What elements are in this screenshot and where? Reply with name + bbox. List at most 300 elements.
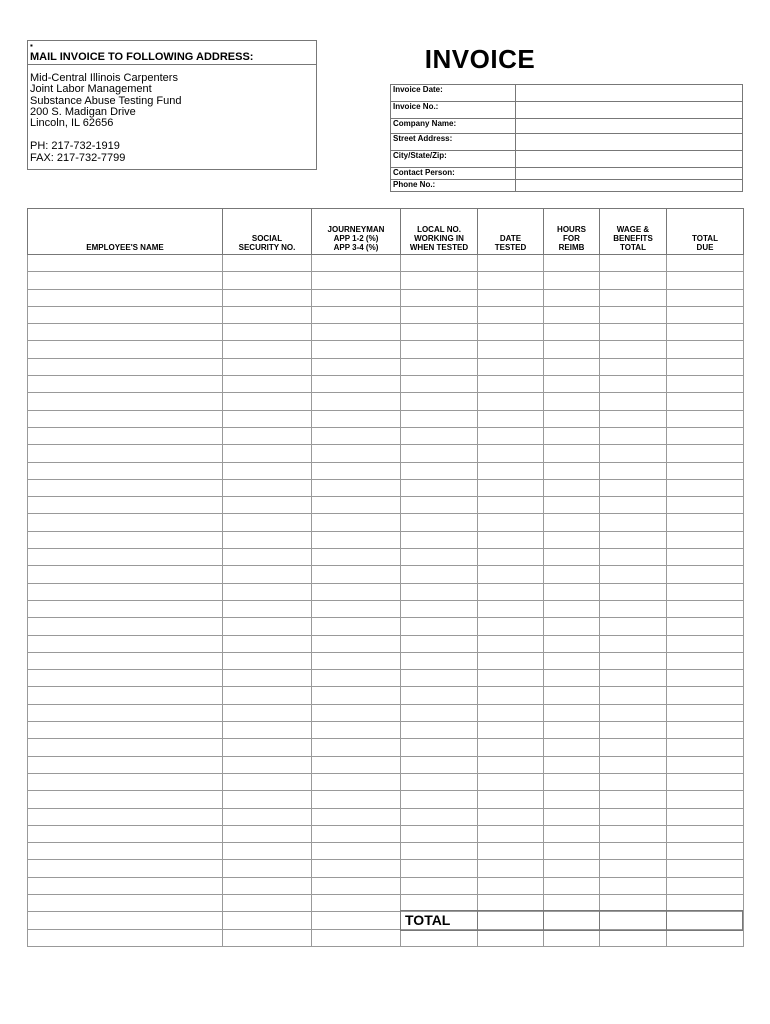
local-no-cell[interactable] (401, 756, 478, 773)
local-no-cell[interactable] (401, 255, 478, 272)
ssn-cell[interactable] (223, 497, 312, 514)
wage-cell[interactable] (600, 687, 667, 704)
date-tested-cell[interactable] (478, 652, 544, 669)
date-tested-cell[interactable] (478, 791, 544, 808)
total-due-cell[interactable] (667, 791, 744, 808)
employee-name-cell[interactable] (28, 514, 223, 531)
journeyman-cell[interactable] (312, 479, 401, 496)
total-due-cell[interactable] (667, 670, 744, 687)
ssn-cell[interactable] (223, 306, 312, 323)
total-due-cell[interactable] (667, 808, 744, 825)
employee-name-cell[interactable] (28, 739, 223, 756)
wage-cell[interactable] (600, 566, 667, 583)
local-no-cell[interactable] (401, 670, 478, 687)
ssn-cell[interactable] (223, 808, 312, 825)
hours-cell[interactable] (544, 427, 600, 444)
local-no-cell[interactable] (401, 652, 478, 669)
hours-cell[interactable] (544, 514, 600, 531)
wage-cell[interactable] (600, 670, 667, 687)
wage-cell[interactable] (600, 289, 667, 306)
date-tested-cell[interactable] (478, 877, 544, 894)
wage-cell[interactable] (600, 341, 667, 358)
journeyman-cell[interactable] (312, 635, 401, 652)
total-due-cell[interactable] (667, 687, 744, 704)
hours-cell[interactable] (544, 773, 600, 790)
local-no-cell[interactable] (401, 722, 478, 739)
hours-cell[interactable] (544, 393, 600, 410)
journeyman-cell[interactable] (312, 514, 401, 531)
journeyman-cell[interactable] (312, 912, 401, 929)
journeyman-cell[interactable] (312, 255, 401, 272)
wage-cell[interactable] (600, 479, 667, 496)
total-due-cell[interactable] (667, 479, 744, 496)
journeyman-cell[interactable] (312, 410, 401, 427)
wage-cell[interactable] (600, 583, 667, 600)
local-no-cell[interactable] (401, 566, 478, 583)
date-tested-cell[interactable] (478, 410, 544, 427)
local-no-cell[interactable] (401, 687, 478, 704)
ssn-cell[interactable] (223, 912, 312, 929)
employee-name-cell[interactable] (28, 358, 223, 375)
wage-cell[interactable] (600, 773, 667, 790)
date-tested-cell[interactable] (478, 843, 544, 860)
employee-name-cell[interactable] (28, 479, 223, 496)
total-due-cell[interactable] (667, 756, 744, 773)
ssn-cell[interactable] (223, 583, 312, 600)
journeyman-cell[interactable] (312, 427, 401, 444)
date-tested-cell[interactable] (478, 600, 544, 617)
local-no-cell[interactable] (401, 445, 478, 462)
ssn-cell[interactable] (223, 877, 312, 894)
date-tested-cell[interactable] (478, 722, 544, 739)
wage-cell[interactable] (600, 255, 667, 272)
wage-cell[interactable] (600, 514, 667, 531)
local-no-cell[interactable] (401, 773, 478, 790)
ssn-cell[interactable] (223, 410, 312, 427)
journeyman-cell[interactable] (312, 445, 401, 462)
ssn-cell[interactable] (223, 393, 312, 410)
hours-cell[interactable] (544, 358, 600, 375)
local-no-cell[interactable] (401, 739, 478, 756)
hours-cell[interactable] (544, 652, 600, 669)
date-tested-cell[interactable] (478, 739, 544, 756)
journeyman-cell[interactable] (312, 462, 401, 479)
employee-name-cell[interactable] (28, 618, 223, 635)
wage-cell[interactable] (600, 410, 667, 427)
total-due-cell[interactable] (667, 825, 744, 842)
local-no-cell[interactable] (401, 376, 478, 393)
journeyman-cell[interactable] (312, 687, 401, 704)
employee-name-cell[interactable] (28, 600, 223, 617)
date-tested-cell[interactable] (478, 376, 544, 393)
ssn-cell[interactable] (223, 894, 312, 911)
employee-name-cell[interactable] (28, 773, 223, 790)
ssn-cell[interactable] (223, 531, 312, 548)
wage-cell[interactable] (600, 272, 667, 289)
total-due-cell[interactable] (667, 289, 744, 306)
total-due-cell[interactable] (667, 341, 744, 358)
employee-name-cell[interactable] (28, 670, 223, 687)
wage-cell[interactable] (600, 843, 667, 860)
wage-cell[interactable] (600, 393, 667, 410)
ssn-cell[interactable] (223, 687, 312, 704)
ssn-cell[interactable] (223, 341, 312, 358)
hours-cell[interactable] (544, 531, 600, 548)
hours-cell[interactable] (544, 635, 600, 652)
local-no-cell[interactable] (401, 600, 478, 617)
employee-name-cell[interactable] (28, 410, 223, 427)
date-tested-cell[interactable] (478, 618, 544, 635)
employee-name-cell[interactable] (28, 531, 223, 548)
total-due-cell[interactable] (667, 497, 744, 514)
journeyman-cell[interactable] (312, 600, 401, 617)
hours-cell[interactable] (544, 462, 600, 479)
total-due-cell[interactable] (667, 566, 744, 583)
wage-cell[interactable] (600, 600, 667, 617)
wage-cell[interactable] (600, 877, 667, 894)
ssn-cell[interactable] (223, 791, 312, 808)
journeyman-cell[interactable] (312, 791, 401, 808)
employee-name-cell[interactable] (28, 652, 223, 669)
ssn-cell[interactable] (223, 255, 312, 272)
date-tested-cell[interactable] (478, 462, 544, 479)
total-wage-cell[interactable] (599, 910, 667, 931)
employee-name-cell[interactable] (28, 376, 223, 393)
ssn-cell[interactable] (223, 929, 312, 946)
employee-name-cell[interactable] (28, 843, 223, 860)
date-tested-cell[interactable] (478, 549, 544, 566)
hours-cell[interactable] (544, 376, 600, 393)
local-no-cell[interactable] (401, 704, 478, 721)
ssn-cell[interactable] (223, 756, 312, 773)
ssn-cell[interactable] (223, 462, 312, 479)
employee-name-cell[interactable] (28, 912, 223, 929)
date-tested-cell[interactable] (478, 929, 544, 946)
date-tested-cell[interactable] (478, 255, 544, 272)
employee-name-cell[interactable] (28, 635, 223, 652)
employee-name-cell[interactable] (28, 255, 223, 272)
total-due-cell[interactable] (667, 877, 744, 894)
date-tested-cell[interactable] (478, 497, 544, 514)
employee-name-cell[interactable] (28, 445, 223, 462)
local-no-cell[interactable] (401, 341, 478, 358)
employee-name-cell[interactable] (28, 341, 223, 358)
total-due-cell[interactable] (667, 773, 744, 790)
wage-cell[interactable] (600, 929, 667, 946)
total-due-cell[interactable] (667, 635, 744, 652)
wage-cell[interactable] (600, 791, 667, 808)
local-no-cell[interactable] (401, 497, 478, 514)
ssn-cell[interactable] (223, 427, 312, 444)
hours-cell[interactable] (544, 410, 600, 427)
journeyman-cell[interactable] (312, 929, 401, 946)
ssn-cell[interactable] (223, 324, 312, 341)
date-tested-cell[interactable] (478, 860, 544, 877)
wage-cell[interactable] (600, 618, 667, 635)
date-tested-cell[interactable] (478, 635, 544, 652)
hours-cell[interactable] (544, 497, 600, 514)
ssn-cell[interactable] (223, 358, 312, 375)
ssn-cell[interactable] (223, 272, 312, 289)
local-no-cell[interactable] (401, 808, 478, 825)
hours-cell[interactable] (544, 341, 600, 358)
local-no-cell[interactable] (401, 549, 478, 566)
city-state-zip-field[interactable] (516, 151, 743, 168)
total-due-cell[interactable] (667, 929, 744, 946)
date-tested-cell[interactable] (478, 687, 544, 704)
hours-cell[interactable] (544, 289, 600, 306)
ssn-cell[interactable] (223, 652, 312, 669)
employee-name-cell[interactable] (28, 687, 223, 704)
ssn-cell[interactable] (223, 773, 312, 790)
total-due-cell[interactable] (667, 358, 744, 375)
total-due-cell[interactable] (667, 410, 744, 427)
hours-cell[interactable] (544, 860, 600, 877)
total-due-cell[interactable] (667, 583, 744, 600)
ssn-cell[interactable] (223, 704, 312, 721)
total-due-cell[interactable] (667, 704, 744, 721)
journeyman-cell[interactable] (312, 670, 401, 687)
invoice-number-field[interactable] (516, 102, 743, 119)
wage-cell[interactable] (600, 704, 667, 721)
journeyman-cell[interactable] (312, 652, 401, 669)
total-due-cell[interactable] (667, 324, 744, 341)
ssn-cell[interactable] (223, 445, 312, 462)
contact-person-field[interactable] (516, 168, 743, 180)
ssn-cell[interactable] (223, 860, 312, 877)
total-due-cell[interactable] (667, 445, 744, 462)
local-no-cell[interactable] (401, 306, 478, 323)
ssn-cell[interactable] (223, 549, 312, 566)
ssn-cell[interactable] (223, 514, 312, 531)
hours-cell[interactable] (544, 479, 600, 496)
ssn-cell[interactable] (223, 376, 312, 393)
date-tested-cell[interactable] (478, 358, 544, 375)
journeyman-cell[interactable] (312, 739, 401, 756)
local-no-cell[interactable] (401, 324, 478, 341)
total-due-cell[interactable] (667, 306, 744, 323)
employee-name-cell[interactable] (28, 549, 223, 566)
total-due-cell[interactable] (667, 739, 744, 756)
grand-total-cell[interactable] (666, 910, 743, 931)
company-name-field[interactable] (516, 119, 743, 134)
hours-cell[interactable] (544, 445, 600, 462)
hours-cell[interactable] (544, 324, 600, 341)
ssn-cell[interactable] (223, 635, 312, 652)
ssn-cell[interactable] (223, 600, 312, 617)
employee-name-cell[interactable] (28, 272, 223, 289)
total-due-cell[interactable] (667, 376, 744, 393)
wage-cell[interactable] (600, 531, 667, 548)
employee-name-cell[interactable] (28, 756, 223, 773)
wage-cell[interactable] (600, 497, 667, 514)
hours-cell[interactable] (544, 272, 600, 289)
journeyman-cell[interactable] (312, 704, 401, 721)
journeyman-cell[interactable] (312, 341, 401, 358)
journeyman-cell[interactable] (312, 376, 401, 393)
date-tested-cell[interactable] (478, 479, 544, 496)
journeyman-cell[interactable] (312, 324, 401, 341)
journeyman-cell[interactable] (312, 860, 401, 877)
wage-cell[interactable] (600, 427, 667, 444)
hours-cell[interactable] (544, 670, 600, 687)
journeyman-cell[interactable] (312, 393, 401, 410)
local-no-cell[interactable] (401, 479, 478, 496)
local-no-cell[interactable] (401, 358, 478, 375)
journeyman-cell[interactable] (312, 289, 401, 306)
date-tested-cell[interactable] (478, 272, 544, 289)
wage-cell[interactable] (600, 808, 667, 825)
date-tested-cell[interactable] (478, 427, 544, 444)
wage-cell[interactable] (600, 722, 667, 739)
journeyman-cell[interactable] (312, 497, 401, 514)
local-no-cell[interactable] (401, 791, 478, 808)
phone-number-field[interactable] (516, 180, 743, 192)
employee-name-cell[interactable] (28, 306, 223, 323)
hours-cell[interactable] (544, 583, 600, 600)
local-no-cell[interactable] (401, 618, 478, 635)
hours-cell[interactable] (544, 739, 600, 756)
employee-name-cell[interactable] (28, 566, 223, 583)
ssn-cell[interactable] (223, 825, 312, 842)
hours-cell[interactable] (544, 255, 600, 272)
local-no-cell[interactable] (401, 410, 478, 427)
employee-name-cell[interactable] (28, 877, 223, 894)
employee-name-cell[interactable] (28, 497, 223, 514)
journeyman-cell[interactable] (312, 306, 401, 323)
journeyman-cell[interactable] (312, 894, 401, 911)
journeyman-cell[interactable] (312, 808, 401, 825)
hours-cell[interactable] (544, 687, 600, 704)
date-tested-cell[interactable] (478, 583, 544, 600)
total-due-cell[interactable] (667, 549, 744, 566)
date-tested-cell[interactable] (478, 341, 544, 358)
local-no-cell[interactable] (401, 843, 478, 860)
total-date-cell[interactable] (477, 910, 544, 931)
total-hours-cell[interactable] (543, 910, 600, 931)
total-due-cell[interactable] (667, 514, 744, 531)
wage-cell[interactable] (600, 825, 667, 842)
journeyman-cell[interactable] (312, 583, 401, 600)
local-no-cell[interactable] (401, 393, 478, 410)
employee-name-cell[interactable] (28, 427, 223, 444)
wage-cell[interactable] (600, 358, 667, 375)
date-tested-cell[interactable] (478, 289, 544, 306)
journeyman-cell[interactable] (312, 773, 401, 790)
wage-cell[interactable] (600, 462, 667, 479)
total-due-cell[interactable] (667, 618, 744, 635)
total-due-cell[interactable] (667, 843, 744, 860)
ssn-cell[interactable] (223, 670, 312, 687)
hours-cell[interactable] (544, 791, 600, 808)
employee-name-cell[interactable] (28, 894, 223, 911)
local-no-cell[interactable] (401, 531, 478, 548)
total-due-cell[interactable] (667, 722, 744, 739)
total-due-cell[interactable] (667, 860, 744, 877)
date-tested-cell[interactable] (478, 531, 544, 548)
date-tested-cell[interactable] (478, 670, 544, 687)
date-tested-cell[interactable] (478, 704, 544, 721)
journeyman-cell[interactable] (312, 272, 401, 289)
wage-cell[interactable] (600, 324, 667, 341)
journeyman-cell[interactable] (312, 877, 401, 894)
total-due-cell[interactable] (667, 600, 744, 617)
date-tested-cell[interactable] (478, 756, 544, 773)
date-tested-cell[interactable] (478, 324, 544, 341)
wage-cell[interactable] (600, 756, 667, 773)
ssn-cell[interactable] (223, 566, 312, 583)
hours-cell[interactable] (544, 929, 600, 946)
wage-cell[interactable] (600, 306, 667, 323)
local-no-cell[interactable] (401, 272, 478, 289)
ssn-cell[interactable] (223, 289, 312, 306)
wage-cell[interactable] (600, 445, 667, 462)
local-no-cell[interactable] (401, 877, 478, 894)
total-due-cell[interactable] (667, 531, 744, 548)
ssn-cell[interactable] (223, 618, 312, 635)
hours-cell[interactable] (544, 618, 600, 635)
hours-cell[interactable] (544, 843, 600, 860)
wage-cell[interactable] (600, 635, 667, 652)
hours-cell[interactable] (544, 549, 600, 566)
ssn-cell[interactable] (223, 843, 312, 860)
journeyman-cell[interactable] (312, 722, 401, 739)
journeyman-cell[interactable] (312, 618, 401, 635)
hours-cell[interactable] (544, 825, 600, 842)
local-no-cell[interactable] (401, 929, 478, 946)
hours-cell[interactable] (544, 877, 600, 894)
local-no-cell[interactable] (401, 583, 478, 600)
journeyman-cell[interactable] (312, 825, 401, 842)
employee-name-cell[interactable] (28, 324, 223, 341)
wage-cell[interactable] (600, 376, 667, 393)
local-no-cell[interactable] (401, 427, 478, 444)
local-no-cell[interactable] (401, 860, 478, 877)
local-no-cell[interactable] (401, 514, 478, 531)
employee-name-cell[interactable] (28, 929, 223, 946)
hours-cell[interactable] (544, 704, 600, 721)
ssn-cell[interactable] (223, 739, 312, 756)
hours-cell[interactable] (544, 722, 600, 739)
total-due-cell[interactable] (667, 255, 744, 272)
journeyman-cell[interactable] (312, 531, 401, 548)
ssn-cell[interactable] (223, 722, 312, 739)
date-tested-cell[interactable] (478, 808, 544, 825)
date-tested-cell[interactable] (478, 825, 544, 842)
street-address-field[interactable] (516, 134, 743, 151)
invoice-date-field[interactable] (516, 85, 743, 102)
employee-name-cell[interactable] (28, 722, 223, 739)
total-due-cell[interactable] (667, 427, 744, 444)
date-tested-cell[interactable] (478, 514, 544, 531)
wage-cell[interactable] (600, 860, 667, 877)
journeyman-cell[interactable] (312, 358, 401, 375)
local-no-cell[interactable] (401, 635, 478, 652)
wage-cell[interactable] (600, 549, 667, 566)
journeyman-cell[interactable] (312, 566, 401, 583)
total-due-cell[interactable] (667, 462, 744, 479)
local-no-cell[interactable] (401, 825, 478, 842)
hours-cell[interactable] (544, 600, 600, 617)
journeyman-cell[interactable] (312, 756, 401, 773)
total-due-cell[interactable] (667, 272, 744, 289)
date-tested-cell[interactable] (478, 306, 544, 323)
hours-cell[interactable] (544, 756, 600, 773)
date-tested-cell[interactable] (478, 445, 544, 462)
local-no-cell[interactable] (401, 462, 478, 479)
employee-name-cell[interactable] (28, 791, 223, 808)
ssn-cell[interactable] (223, 479, 312, 496)
